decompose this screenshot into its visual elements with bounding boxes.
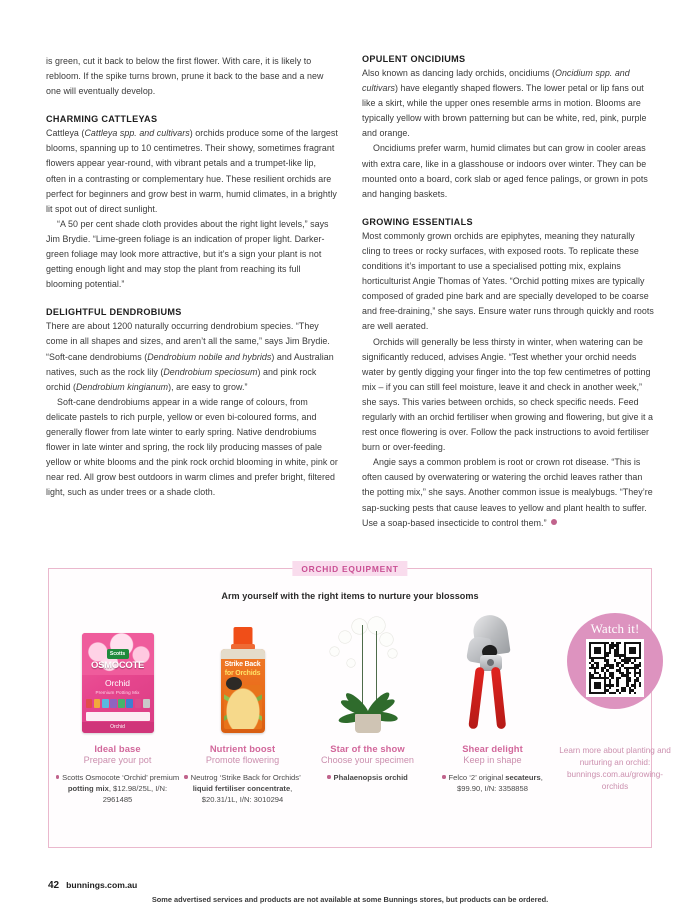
watch-it-label: Watch it! — [590, 621, 640, 636]
product-card — [430, 613, 555, 806]
product-card-kicker: Keep in shape — [463, 755, 522, 765]
product-desc-pre: Neutrog ‘Strike Back for Orchids’ — [190, 773, 301, 782]
section-heading: GROWING ESSENTIALS — [362, 216, 473, 227]
bag-footer-band: Orchid — [82, 722, 154, 733]
body-paragraph: Also known as dancing lady orchids, oncidiums (Oncidium spp. and cultivars) have elegantly shaped flowers. The lower petal or lip fans out like a skirt, while the upper ones resemble arms in motion. Blooms are typically yellow with brown patterning but can be white, red, pink, purple and orange. — [362, 68, 647, 139]
orchid-bloom — [352, 619, 367, 634]
bullet-dot-icon — [442, 775, 445, 778]
page-number: 42 — [48, 880, 60, 891]
bottle-label-badge — [226, 677, 242, 690]
orchid-bloom — [388, 649, 397, 658]
body-paragraph: Cattleya (Cattleya spp. and cultivars) orchids produce some of the largest blooms, spanning up to 10 centimetres. Their showy, sometimes fragrant flowers appear year-round, with vibrant petals and a trumpet-like lip, often in a contrasting or complementary hue. These resilient orchids are perfect for beginners and grow best in warm, humid climates, in a brightly lit spot out of direct sunlight. — [46, 128, 338, 214]
qr-circle-badge — [567, 613, 663, 709]
product-card-title: Star of the show — [330, 743, 405, 754]
body-paragraph: “A 50 per cent shade cloth provides about the right light levels,” says Jim Brydie. “Lime-green foliage is an indication of proper light. Darker-green foliage may look more attractive, but it’s a sign your plant is not getting enough light and may stop the plant from reaching its full blooming potential.” — [46, 218, 329, 290]
plant-stem — [376, 631, 377, 705]
product-card — [305, 613, 430, 806]
product-card-title: Shear delight — [462, 743, 523, 754]
body-paragraph: Oncidiums prefer warm, humid climates but can grow in cooler areas with extra care, like in a glasshouse or indoors over winter. They can be mounted onto a board, cork slab or aged fence palings, or grown in pots and hanging baskets. — [362, 143, 648, 199]
plant-stem — [362, 625, 363, 705]
secateurs-bolt — [487, 659, 494, 666]
body-paragraph: is green, cut it back to below the first flower. With care, it is likely to rebloom. If the spike turns brown, prune it back to the base and a new one will eventually develop. — [46, 56, 324, 97]
section-heading: DELIGHTFUL DENDROBIUMS — [46, 307, 182, 318]
equipment-panel-subtitle: Arm yourself with the right items to nurture your blossoms — [221, 591, 479, 601]
orchid-bloom — [347, 659, 355, 667]
phalaenopsis-plant-art — [322, 615, 414, 733]
bag-brand-name: OSMOCOTE — [90, 660, 145, 671]
orchid-bloom — [339, 631, 351, 643]
product-card-kicker: Choose your specimen — [320, 755, 414, 765]
equipment-panel-tag: ORCHID EQUIPMENT — [292, 561, 407, 576]
section-heading: OPULENT ONCIDIUMS — [362, 54, 466, 64]
orchid-equipment-panel — [48, 563, 671, 848]
bottle-title-line2: for Orchids — [224, 670, 261, 677]
product-card — [180, 613, 305, 806]
product-desc-bold: secateurs — [505, 773, 541, 782]
bullet-dot-icon — [184, 775, 187, 778]
bullet-dot-icon — [327, 775, 330, 778]
product-description — [180, 772, 305, 806]
body-paragraph: Orchids will generally be less thirsty in winter, when watering can be significantly reduced, advises Angie. “Test whether your orchid needs water by gently digging your finger into the top few centimetres of potting mix – if you can still feel moisture, leave it and check in another week,” she says. This varies between orchids, so check specific needs. Feed regularly with an orchid fertiliser when growing and flowering, but give it a rest once flowering is over. Follow the pack instructions to avoid fertiliser burn or over-feeding. — [362, 336, 654, 453]
orchid-bloom — [380, 633, 393, 646]
section-heading: CHARMING CATTLEYAS — [46, 114, 158, 125]
product-desc-post: , $20.31/1L, I/N: 3010294 — [201, 784, 293, 805]
bag-white-strip — [86, 712, 150, 721]
body-paragraph: There are about 1200 naturally occurring dendrobium species. “They come in all shapes and sizes, and aren’t all the same,” says Jim Brydie. “Soft-cane dendrobiums (Dendrobium nobile and hybrids) and Australian natives, such as the rock lily (Dendrobium speciosum) and pink rock orchid (Dendrobium kingianum), are easy to grow.” — [46, 321, 334, 392]
bottle-body — [221, 649, 265, 733]
strike-back-bottle-art — [221, 627, 265, 733]
page-footer — [48, 880, 137, 891]
product-desc-bold: potting mix — [67, 784, 109, 794]
product-image — [180, 613, 305, 733]
product-card-title: Ideal base — [94, 743, 141, 754]
secateurs-handle-right — [490, 667, 505, 730]
product-image — [430, 613, 555, 733]
product-card-list — [49, 613, 671, 806]
osmocote-bag-art — [82, 633, 154, 733]
product-description — [305, 772, 430, 783]
bottle-top-band — [221, 649, 265, 659]
product-desc-bold: liquid fertiliser concentrate — [192, 784, 291, 794]
product-image — [55, 613, 180, 733]
body-paragraph: Most commonly grown orchids are epiphytes, meaning they naturally cling to trees or rocky surfaces, with exposed roots. To replicate these conditions it’s important to use a specialised potting mix, explains horticulturist Angie Thomas of Yates. “Orchid potting mixes are typically composed of graded pine bark and are specially developed to be coarse and free-draining,” she says. Ensure water runs through quickly and roots are well aerated. — [362, 230, 654, 332]
bottle-title-line1: Strike Back — [224, 661, 261, 668]
product-desc-post: , $99.90, I/N: 3358858 — [457, 773, 543, 794]
footer-site-url: bunnings.com.au — [66, 880, 138, 890]
bottle-label-illustration — [224, 685, 262, 729]
end-of-article-marker — [551, 519, 557, 525]
secateurs-handle-left — [468, 667, 484, 730]
product-card — [55, 613, 180, 806]
store-disclaimer: Some advertised services and products are not available at some Bunnings stores, but products can be ordered. — [151, 895, 549, 904]
bag-product-subtitle: Premium Potting Mix — [95, 690, 140, 695]
article-body — [46, 54, 654, 531]
scotts-logo: Scotts — [107, 649, 129, 659]
body-paragraph: Soft-cane dendrobiums appear in a wide range of colours, from delicate pastels to rich purple, yellow or even bi-coloured forms, and generally flower from late winter to early spring. Native dendrobiums flower in late winter and spring, the rock lily producing masses of pale yellow or white blooms and the pink rock orchid blooming in white, pink or near red. All grow best outdoors in warm climes and prefer bright, filtered light, such as under trees or a shade cloth. — [46, 396, 338, 498]
product-desc-pre: Felco ‘2’ original — [448, 773, 506, 782]
product-card-kicker: Prepare your pot — [83, 755, 152, 765]
secateurs-art — [458, 615, 528, 733]
product-desc-pre: Scotts Osmocote ‘Orchid’ premium — [62, 773, 180, 782]
qr-caption: Learn more about planting and nurturing an orchid: bunnings.com.au/growing-orchids — [559, 746, 671, 791]
watch-it-qr-card[interactable] — [555, 613, 675, 806]
bullet-dot-icon — [56, 775, 59, 778]
product-desc-post: , $12.98/25L, I/N: 2961485 — [102, 784, 168, 805]
product-desc-bold: Phalaenopsis orchid — [333, 773, 408, 782]
product-description — [430, 772, 555, 794]
article-column-right — [362, 54, 654, 531]
article-column-left — [46, 54, 338, 531]
qr-media — [555, 613, 675, 733]
orchid-bloom — [330, 647, 339, 656]
plant-pot — [355, 714, 381, 733]
body-paragraph: Angie says a common problem is root or crown rot disease. “This is often caused by overwatering or watering the orchid leaves rather than the potting mix,” she says. Another common issue is mealybugs. “They’re sap-sucking pests that cause leaves to yellow and plant health to suffer. Use a soap-based insecticide to control them.” — [362, 457, 653, 528]
bag-product-name: Orchid — [104, 678, 131, 688]
product-card-title: Nutrient boost — [209, 743, 276, 754]
qr-code-icon[interactable] — [586, 639, 644, 697]
product-description — [55, 772, 180, 806]
product-card-kicker: Promote flowering — [205, 755, 280, 765]
product-image — [305, 613, 430, 733]
bag-icon-strip — [86, 699, 150, 708]
